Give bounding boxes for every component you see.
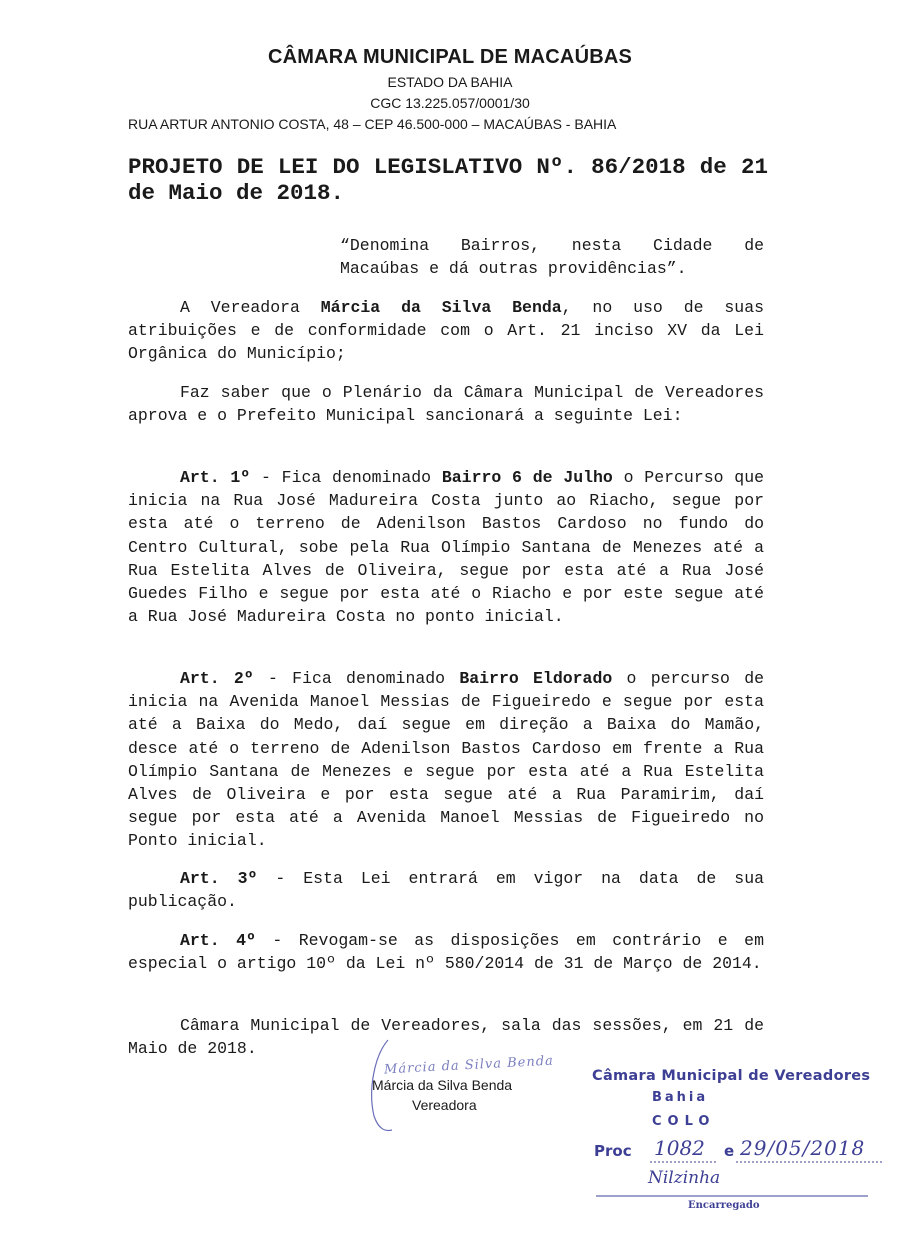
article-4 xyxy=(128,929,764,975)
state-line: ESTADO DA BAHIA xyxy=(387,74,513,90)
article-text: o Percurso que inicia na Rua José Madureira Costa junto ao Riacho, segue por esta até o terreno de Adenilson Bastos Cardoso no fundo do Centro Cultural, sobe pela Rua Olímpio Santana de Menezes até a Rua Estelita Alves de Oliveira, segue por esta até a Rua José Guedes Filho e segue por esta até o Riacho e por este segue até a Rua José Madureira Costa no ponto inicial. xyxy=(128,468,765,627)
article-label: Art. 4º xyxy=(180,931,256,950)
cgc-line: CGC 13.225.057/0001/30 xyxy=(370,95,530,111)
preamble-text: , no uso de suas atribuições e de conformidade com o Art. 21 inciso XV da Lei Orgânica do Município; xyxy=(128,298,764,364)
stamp-date: 29/05/2018 xyxy=(740,1136,866,1160)
signature-block xyxy=(366,1036,586,1132)
neighborhood-name: Bairro 6 de Julho xyxy=(441,468,613,487)
handwritten-signature: Márcia da Silva Benda xyxy=(383,1053,555,1078)
preamble-text: A Vereadora xyxy=(180,298,321,317)
stamp-proc-number: 1082 xyxy=(654,1136,705,1160)
stamp-e: e xyxy=(724,1142,735,1160)
law-title: PROJETO DE LEI DO LEGISLATIVO Nº. 86/2018 de 21 de Maio de 2018. xyxy=(128,154,768,206)
article-text: - Fica denominado xyxy=(250,468,442,487)
stamp-chamber: Câmara Municipal de Vereadores xyxy=(592,1068,871,1084)
article-3 xyxy=(128,867,764,913)
article-text: - Fica denominado xyxy=(253,669,460,688)
stamp-protocol: COLO xyxy=(652,1114,716,1129)
article-text: o percurso de inicia na Avenida Manoel Messias de Figueiredo e segue por esta até a Baixa do Medo, daí segue em direção a Baixa do Mamão, desce até o terreno de Adenilson Bastos Cardoso em frente a Rua Olímpio Santana de Menezes e segue por esta até a Rua Estelita Alves de Oliveira e por esta segue até a Rua Paramirim, daí segue por esta até a Avenida Manoel Messias de Figueiredo no Ponto inicial. xyxy=(128,669,765,851)
article-2 xyxy=(128,667,764,853)
article-label: Art. 2º xyxy=(180,669,254,688)
protocol-stamp xyxy=(588,1064,888,1224)
preamble-paragraph-1 xyxy=(128,296,764,366)
preamble-paragraph-2: Faz saber que o Plenário da Câmara Municipal de Vereadores aprova e o Prefeito Municipal sancionará a seguinte Lei: xyxy=(128,383,764,426)
article-label: Art. 1º xyxy=(180,468,251,487)
chamber-title: CÂMARA MUNICIPAL DE MACAÚBAS xyxy=(267,46,633,68)
signer-name: Márcia da Silva Benda xyxy=(372,1077,513,1093)
law-ementa: “Denomina Bairros, nesta Cidade de Macaúbas e dá outras providências”. xyxy=(340,236,764,278)
stamp-footer: Encarregado xyxy=(688,1200,760,1211)
address-line: RUA ARTUR ANTONIO COSTA, 48 – CEP 46.500-000 – MACAÚBAS - BAHIA xyxy=(128,116,617,132)
councilor-name: Márcia da Silva Benda xyxy=(320,298,562,317)
stamp-state: Bahia xyxy=(652,1090,709,1105)
stamp-proc-label: Proc xyxy=(594,1142,632,1160)
signer-role: Vereadora xyxy=(412,1097,477,1113)
article-1 xyxy=(128,466,764,628)
article-label: Art. 3º xyxy=(180,869,258,888)
article-text: - Esta Lei entrará em vigor na data de sua publicação. xyxy=(128,869,764,912)
neighborhood-name: Bairro Eldorado xyxy=(459,669,613,688)
article-text: - Revogam-se as disposições em contrário e em especial o artigo 10º da Lei nº 580/2014 de 31 de Março de 2014. xyxy=(128,931,764,974)
closing-paragraph: Câmara Municipal de Vereadores, sala das sessões, em 21 de Maio de 2018. xyxy=(128,1016,764,1059)
stamp-signature: Nilzinha xyxy=(648,1168,721,1188)
